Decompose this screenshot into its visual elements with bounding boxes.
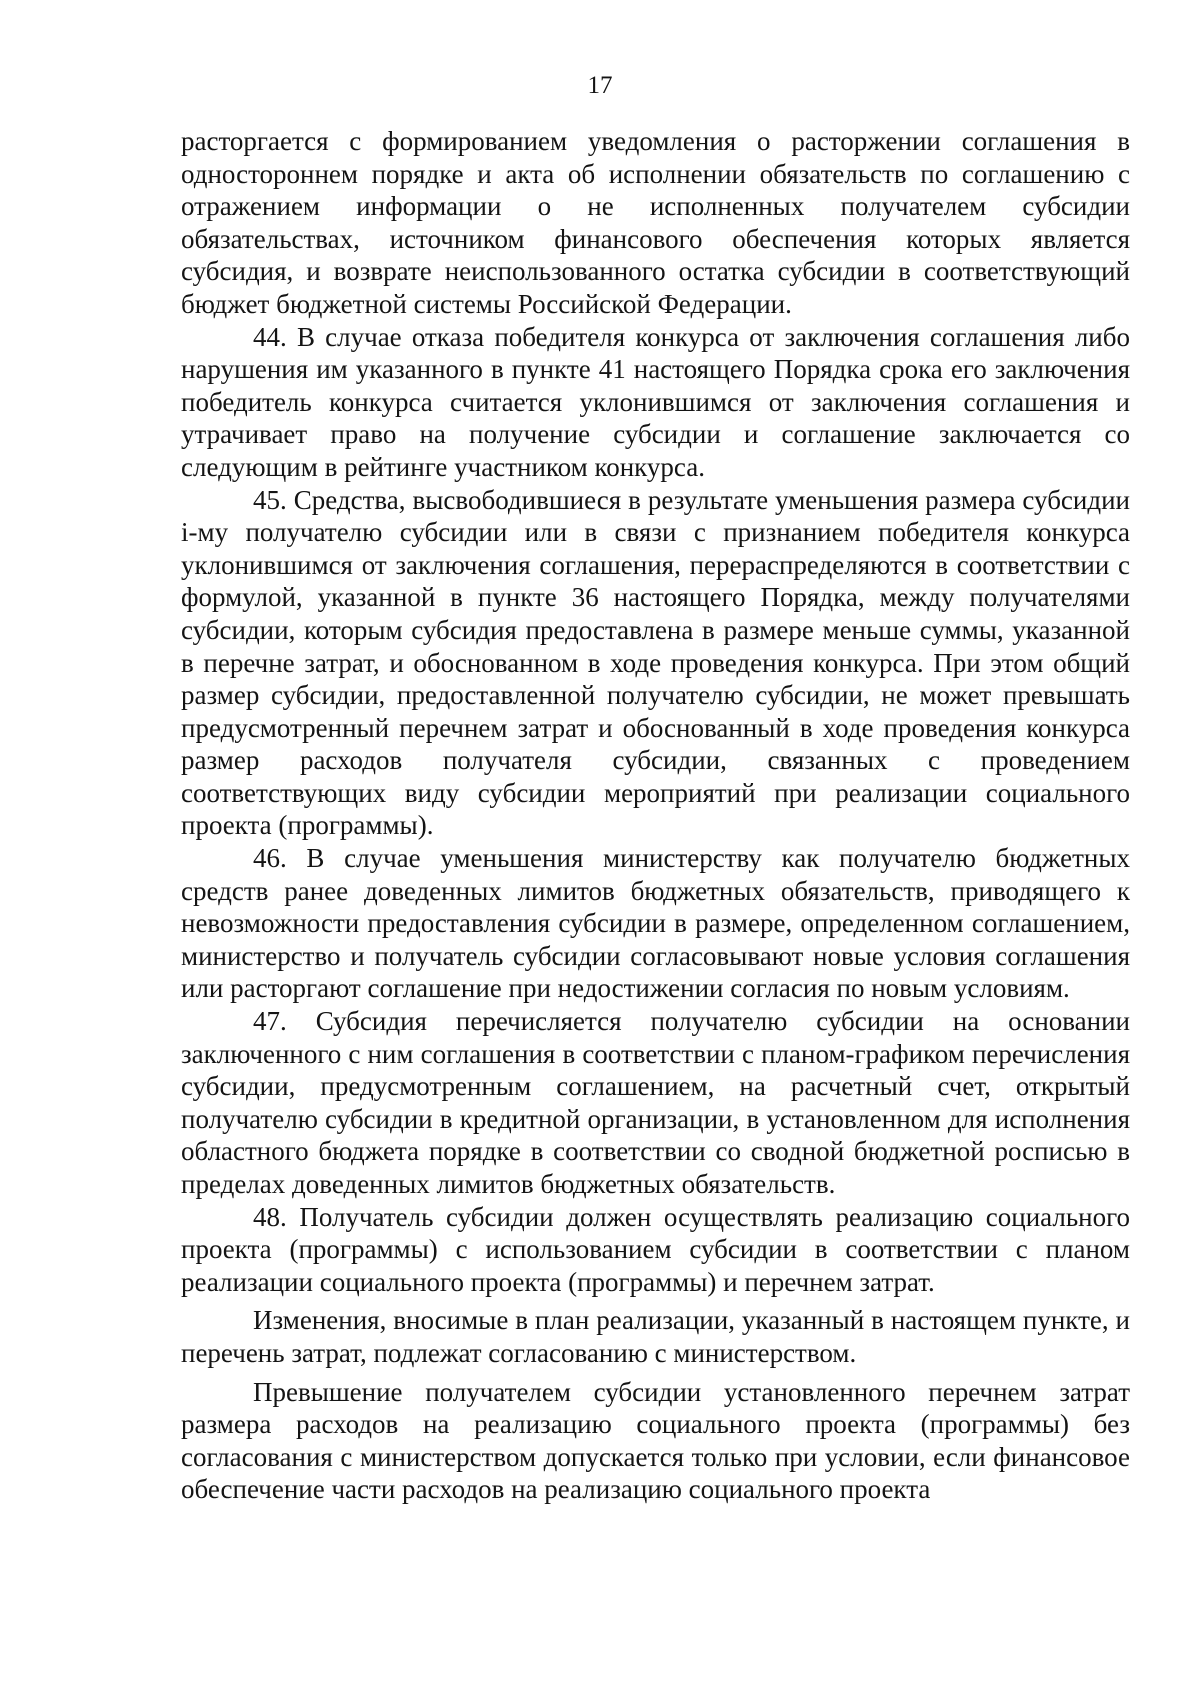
paragraph-item-46: 46. В случае уменьшения министерству как получателю бюджетных средств ранее доведенных лимитов бюджетных обязательств, приводящего к невозможности предоставления субсидии в размере, определенном соглашением, министерство и получатель субсидии согласовывают новые условия соглашения или расторгают соглашение при недостижении согласия по новым условиям.: [181, 843, 1130, 1004]
paragraph-item-48: 48. Получатель субсидии должен осуществлять реализацию социального проекта (программы) с использованием субсидии в соответствии с планом реализации социального проекта (программы) и перечнем затрат.: [181, 1201, 1130, 1297]
paragraph-item-45: 45. Средства, высвободившиеся в результате уменьшения размера субсидии i-му получателю субсидии или в связи с признанием победителя конкурса уклонившимся от заключения соглашения, перераспределяются в соответствии с формулой, указанной в пункте 36 настоящего Порядка, между получателями субсидии, которым субсидия предоставлена в размере меньше суммы, указанной в перечне затрат, и обоснованном в ходе проведения конкурса. При этом общий размер субсидии, предоставленной получателю субсидии, не может превышать предусмотренный перечнем затрат и обоснованный в ходе проведения конкурса размер расходов получателя субсидии, связанных с проведением соответствующих виду субсидии мероприятий при реализации социального проекта (программы).: [181, 484, 1130, 841]
document-body: [181, 125, 1130, 1506]
paragraph-changes: Изменения, вносимые в план реализации, указанный в настоящем пункте, и перечень затрат, подлежат согласованию с министерством.: [181, 1305, 1130, 1368]
paragraph-item-47: 47. Субсидия перечисляется получателю субсидии на основании заключенного с ним соглашения в соответствии с планом-графиком перечисления субсидии, предусмотренным соглашением, на расчетный счет, открытый получателю субсидии в кредитной организации, в установленном для исполнения областного бюджета порядке в соответствии со сводной бюджетной росписью в пределах доведенных лимитов бюджетных обязательств.: [181, 1006, 1130, 1199]
paragraph-continuation: расторгается с формированием уведомления о расторжении соглашения в одностороннем порядке и акта об исполнении обязательств по соглашению с отражением информации о не исполненных получателем субсидии обязательствах, источником финансового обеспечения которых является субсидия, и возврате неиспользованного остатка субсидии в соответствующий бюджет бюджетной системы Российской Федерации.: [181, 126, 1130, 319]
page-number: 17: [587, 72, 613, 99]
paragraph-item-44: 44. В случае отказа победителя конкурса от заключения соглашения либо нарушения им указанного в пункте 41 настоящего Порядка срока его заключения победитель конкурса считается уклонившимся от заключения соглашения и утрачивает право на получение субсидии и соглашение заключается со следующим в рейтинге участником конкурса.: [181, 321, 1130, 482]
paragraph-excess: Превышение получателем субсидии установленного перечнем затрат размера расходов на реализацию социального проекта (программы) без согласования с министерством допускается только при условии, если финансовое обеспечение части расходов на реализацию социального проекта: [181, 1376, 1130, 1505]
